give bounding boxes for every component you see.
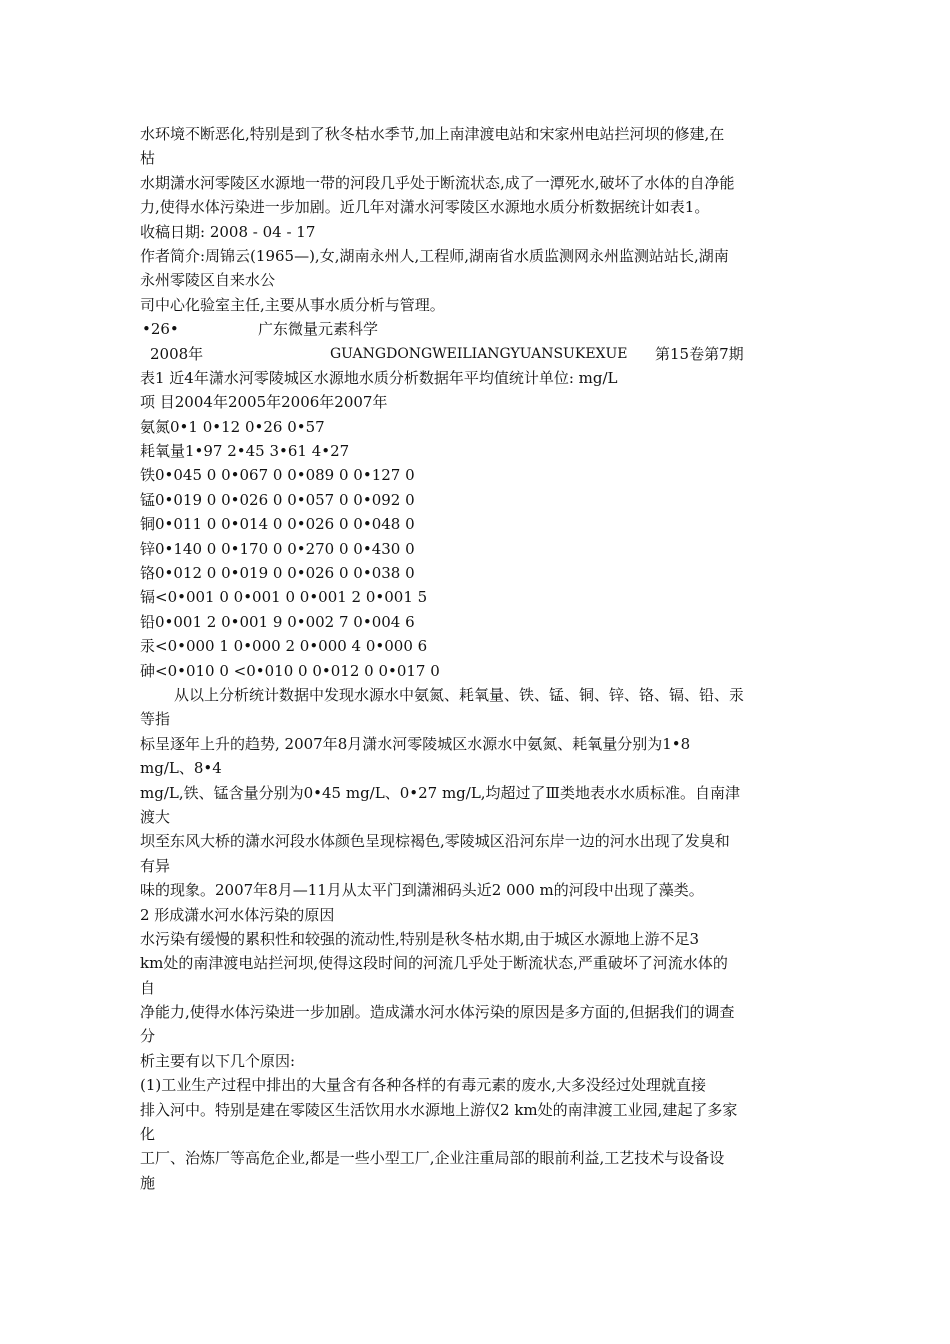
text-line: mg/L、8•4 bbox=[140, 759, 222, 778]
text-line: 排入河中。特别是建在零陵区生活饮用水水源地上游仅2 km处的南津渡工业园,建起了多家 bbox=[140, 1100, 738, 1119]
table-row: 锰0•019 0 0•026 0 0•057 0 0•092 0 bbox=[140, 490, 415, 509]
journal-year: 2008年 bbox=[150, 344, 204, 363]
text-line: 化 bbox=[140, 1125, 156, 1144]
text-line: 等指 bbox=[140, 710, 171, 729]
table-header: 项 目2004年2005年2006年2007年 bbox=[140, 393, 388, 412]
text-line: 味的现象。2007年8月—11月从太平门到潇湘码头近2 000 m的河段中出现了藻类。 bbox=[140, 881, 704, 900]
text-line: km处的南津渡电站拦河坝,使得这段时间的河流几乎处于断流状态,严重破坏了河流水体的 bbox=[140, 954, 728, 973]
table-row: 镉<0•001 0 0•001 0 0•001 2 0•001 5 bbox=[140, 588, 428, 607]
table-row: 氨氮0•1 0•12 0•26 0•57 bbox=[140, 417, 325, 436]
journal-volume: 第15卷第7期 bbox=[655, 344, 744, 363]
text-line: 施 bbox=[140, 1173, 156, 1192]
text-line: 水环境不断恶化,特别是到了秋冬枯水季节,加上南津渡电站和宋家州电站拦河坝的修建,在 bbox=[140, 125, 725, 143]
received-date: 收稿日期: 2008 - 04 - 17 bbox=[140, 222, 316, 241]
table-row: 锌0•140 0 0•170 0 0•270 0 0•430 0 bbox=[140, 539, 415, 558]
text-line: 力,使得水体污染进一步加剧。近几年对潇水河零陵区水源地水质分析数据统计如表1。 bbox=[140, 198, 710, 217]
table-row: 铬0•012 0 0•019 0 0•026 0 0•038 0 bbox=[140, 564, 415, 583]
table-row: 铜0•011 0 0•014 0 0•026 0 0•048 0 bbox=[140, 515, 415, 534]
table-row: 汞<0•000 1 0•000 2 0•000 4 0•000 6 bbox=[140, 637, 428, 656]
text-line: mg/L,铁、锰含量分别为0•45 mg/L、0•27 mg/L,均超过了Ⅲ类地表水水质标准。自南津 bbox=[140, 783, 741, 802]
text-line: 工厂、治炼厂等高危企业,都是一些小型工厂,企业注重局部的眼前利益,工艺技术与设备设 bbox=[140, 1149, 725, 1168]
text-line: 作者简介:周锦云(1965—),女,湖南永州人,工程师,湖南省水质监测网永州监测站站长,湖南 bbox=[140, 246, 729, 265]
text-line: 有异 bbox=[140, 856, 171, 875]
text-line: 司中心化验室主任,主要从事水质分析与管理。 bbox=[140, 295, 445, 314]
text-line: 分 bbox=[140, 1027, 156, 1046]
table-row: 铁0•045 0 0•067 0 0•089 0 0•127 0 bbox=[140, 466, 415, 485]
paragraph-causes bbox=[140, 927, 812, 1195]
text-line: 水污染有缓慢的累积性和较强的流动性,特别是秋冬枯水期,由于城区水源地上游不足3 bbox=[140, 929, 700, 948]
text-line: 渡大 bbox=[140, 807, 171, 826]
paragraph-analysis bbox=[140, 683, 812, 903]
running-header bbox=[140, 317, 812, 366]
page-number: •26• bbox=[142, 320, 179, 339]
table-row: 砷<0•010 0 <0•010 0 0•012 0 0•017 0 bbox=[140, 661, 440, 680]
text-line: 析主要有以下几个原因: bbox=[140, 1051, 296, 1070]
text-line: 自 bbox=[140, 978, 156, 997]
paragraph-intro bbox=[140, 122, 812, 220]
author-bio bbox=[140, 244, 812, 317]
text-line: (1)工业生产过程中排出的大量含有各种各样的有毒元素的废水,大多没经过处理就直接 bbox=[140, 1076, 707, 1095]
data-table bbox=[140, 366, 812, 683]
table-caption: 表1 近4年潇水河零陵城区水源地水质分析数据年平均值统计单位: mg/L bbox=[140, 368, 618, 387]
table-row: 铅0•001 2 0•001 9 0•002 7 0•004 6 bbox=[140, 612, 415, 631]
running-header-row-2 bbox=[140, 342, 812, 366]
text-line: 净能力,使得水体污染进一步加剧。造成潇水河水体污染的原因是多方面的,但据我们的调查 bbox=[140, 1003, 735, 1022]
text-line: 标呈逐年上升的趋势, 2007年8月潇水河零陵城区水源水中氨氮、耗氧量分别为1•8 bbox=[140, 734, 691, 753]
document-body bbox=[140, 122, 812, 1195]
journal-title-cn: 广东微量元素科学 bbox=[258, 320, 379, 339]
text-line: 坝至东风大桥的潇水河段水体颜色呈现棕褐色,零陵城区沿河东岸一边的河水出现了发臭和 bbox=[140, 832, 730, 851]
journal-title-en: GUANGDONGWEILIANGYUANSUKEXUE bbox=[330, 345, 628, 362]
text-line: 永州零陵区自来水公 bbox=[140, 271, 276, 290]
table-row: 耗氧量1•97 2•45 3•61 4•27 bbox=[140, 442, 350, 461]
running-header-row-1 bbox=[140, 317, 812, 341]
section-heading: 2 形成潇水河水体污染的原因 bbox=[140, 905, 335, 924]
text-line: 枯 bbox=[140, 149, 156, 168]
text-line: 从以上分析统计数据中发现水源水中氨氮、耗氧量、铁、锰、铜、锌、铬、镉、铅、汞 bbox=[174, 685, 745, 704]
text-line: 水期潇水河零陵区水源地一带的河段几乎处于断流状态,成了一潭死水,破坏了水体的自净能 bbox=[140, 173, 735, 192]
